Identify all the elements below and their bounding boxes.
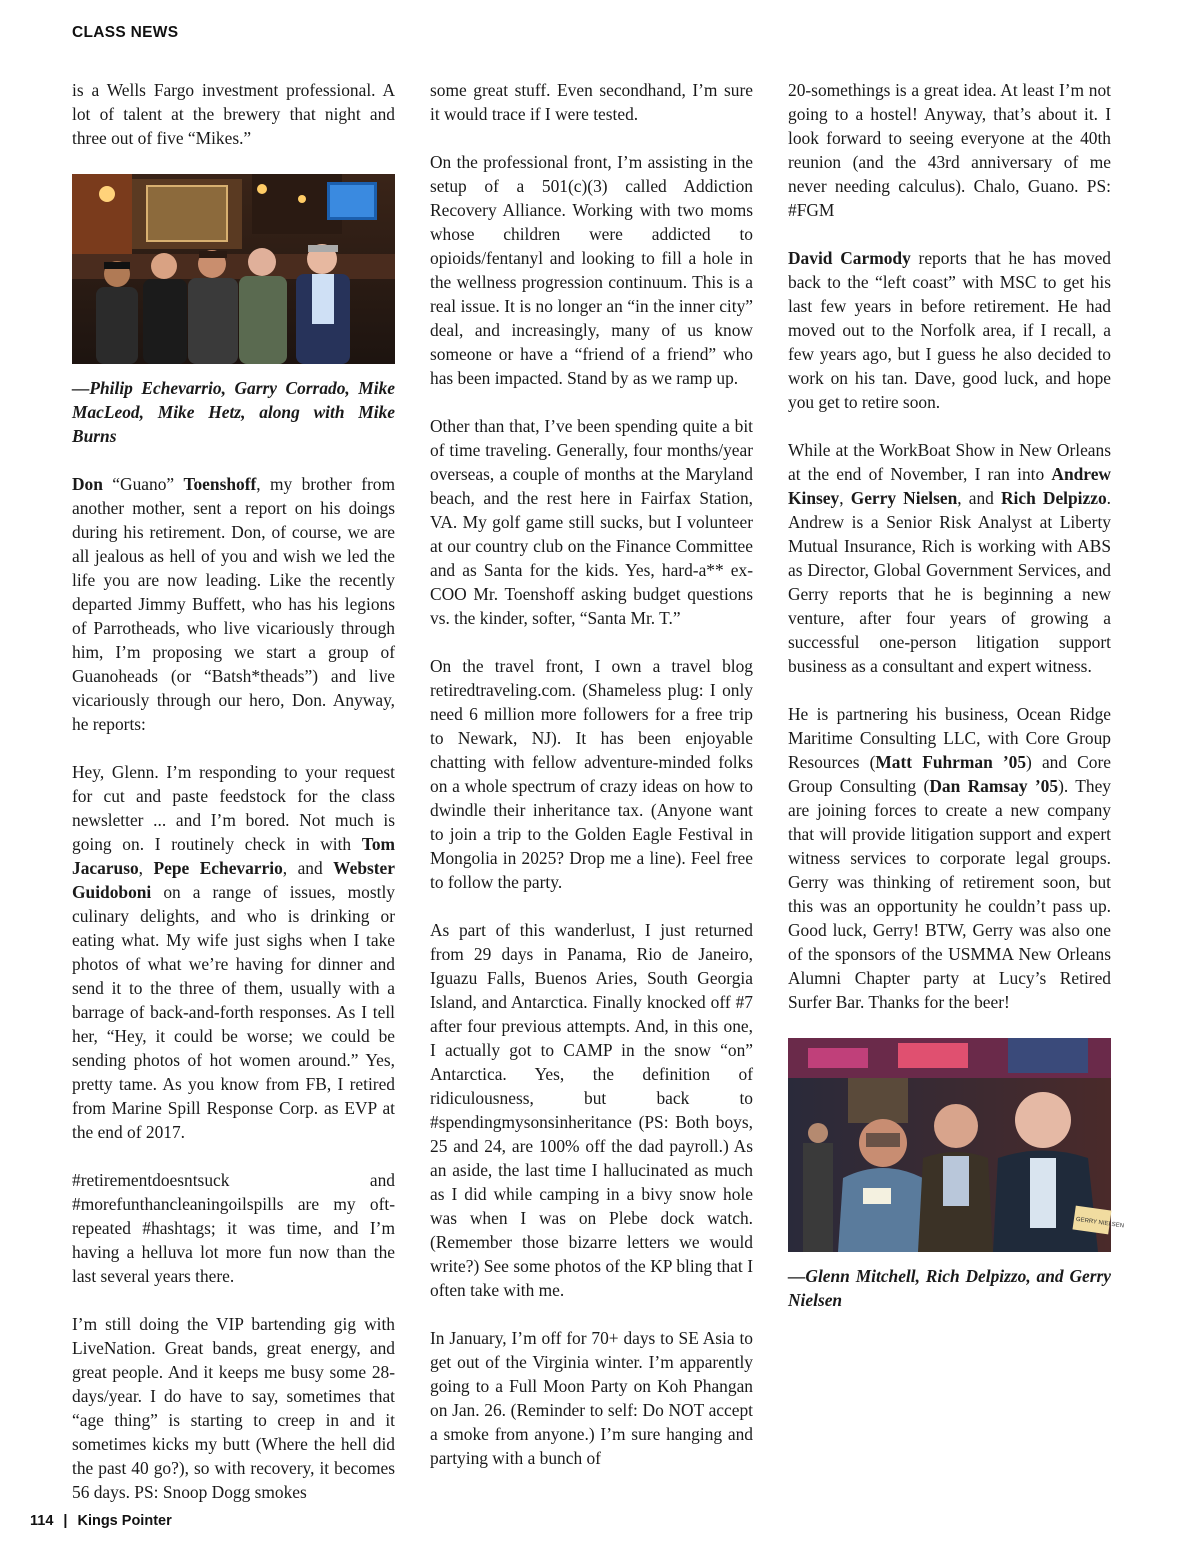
person-name: David Carmody <box>788 248 911 268</box>
footer-separator: | <box>63 1513 68 1529</box>
paragraph: 20-somethings is a great idea. At least I’m not going to a hostel! Anyway, that’s about it. I look forward to seeing everyone at the 40th reunion (and the 43rd anniversary of me never needing calculus). Chalo, Guano. PS: #FGM <box>788 80 1111 220</box>
text: , and <box>282 858 334 878</box>
paragraph: In January, I’m off for 70+ days to SE Asia to get out of the Virginia winter. I’m apparently going to a Full Moon Party on Koh Phangan on Jan. 26. (Reminder to self: Do NOT accept a smoke from anyone.) I’m sure hanging and partying with a bunch of <box>430 1328 753 1468</box>
paragraph: Other than that, I’ve been spending quite a bit of time traveling. Generally, four months/year overseas, a couple of months at the Maryland beach, and the rest here in Fairfax Station, VA. My golf game still sucks, but I volunteer at our country club on the Finance Committee and as Santa for the kids. Yes, hard-a** ex-COO Mr. Toenshoff asking budget questions vs. the kinder, softer, “Santa Mr. T.” <box>430 416 753 628</box>
person-name: Don <box>72 474 103 494</box>
publication-name: Kings Pointer <box>77 1513 172 1529</box>
text: , <box>138 858 154 878</box>
column-2 <box>430 78 753 1470</box>
person-name: Webster Guidoboni <box>72 858 395 902</box>
group-photo-surfer-bar <box>788 1038 1125 1252</box>
paragraph: I’m still doing the VIP bartending gig with LiveNation. Great bands, great energy, and great people. And it keeps me busy some 28-days/year. I do have to say, sometimes that “age thing” is starting to creep in and it sometimes kicks my butt (Where the hell did the past 40 go?), so with recovery, it becomes 56 days. PS: Snoop Dogg smokes <box>72 1314 395 1502</box>
paragraph <box>788 702 1111 1014</box>
paragraph: some great stuff. Even secondhand, I’m sure it would trace if I were tested. <box>430 80 753 124</box>
text: . Andrew is a Senior Risk Analyst at Liberty Mutual Insurance, Rich is working with ABS as Director, Global Government Services, and Gerry reports that he is beginning a new venture, after four years of growing a successful one-person litigation support business as a consultant and expert witness. <box>788 488 1112 676</box>
paragraph: On the professional front, I’m assisting in the setup of a 501(c)(3) called Addiction Recovery Alliance. Working with two moms whose children were addicted to opioids/fentanyl and looking to fill a hole in the wellness progression continuum. This is a real issue. It is no longer an “in the inner city” deal, and increasingly, many of us know someone or have a “friend of a friend” who has been impacted. Stand by as we ramp up. <box>430 152 753 388</box>
text: on a range of issues, mostly culinary delights, and who is drinking or eating what. My wife just sighs when I take photos of what we’re having for dinner and send it to the three of them, usually with a barrage of back-and-forth responses. As I tell her, “Hey, it could be worse; we could be sending photos of hot women around.” Yes, pretty tame. As you know from FB, I retired from Marine Spill Response Corp. as EVP at the end of 2017. <box>72 882 395 1142</box>
text: Hey, Glenn. I’m responding to your request for cut and paste feedstock for the class newsletter ... and I’m bored. Not much is going on. I routinely check in with <box>72 762 395 854</box>
column-1 <box>72 78 395 1504</box>
paragraph: On the travel front, I own a travel blog retiredtraveling.com. (Shameless plug: I only need 6 million more followers for a free trip to Newark, NJ). It has been enjoyable chatting with fellow adventure-minded folks on a whole spectrum of crazy ideas on how to dwindle their inheritance tax. (Anyone want to join a trip to the Golden Eagle Festival in Mongolia in 2025? Drop me a line). Feel free to follow the party. <box>430 656 753 892</box>
paragraph <box>72 472 395 736</box>
person-name: Gerry Nielsen <box>850 488 958 508</box>
page-number: 114 <box>30 1513 54 1529</box>
paragraph <box>72 760 395 1144</box>
group-photo-brewery <box>72 174 395 364</box>
paragraph <box>788 246 1111 414</box>
text: , <box>839 488 851 508</box>
paragraph <box>788 438 1111 678</box>
text: He is partnering his business, Ocean Ridge Maritime Consulting LLC, with Core Group Resources ( <box>788 704 1111 772</box>
nickname: “Guano” <box>102 474 184 494</box>
photo-caption: —Philip Echevarrio, Garry Corrado, Mike MacLeod, Mike Hetz, along with Mike Burns <box>72 378 395 446</box>
paragraph: As part of this wanderlust, I just returned from 29 days in Panama, Rio de Janeiro, Iguazu Falls, Buenos Aries, South Georgia Island, and Antarctica. Finally knocked off #7 after four previous attempts. And, in this one, I actually got to CAMP in the snow “on” Antarctica. Yes, the definition of ridiculousness, but back to #spendingmysonsinheritance (PS: Both boys, 25 and 24, are 100% off the dad payroll.) As an aside, the last time I hallucinated as much as I did while camping in a bivy snow hole was when I was on Plebe dock watch. (Remember those bizarre letters we would write?) See some photos of the KP bling that I often take with me. <box>430 920 753 1300</box>
paragraph: #retirementdoesntsuck and #morefunthancleaningoilspills are my oft-repeated #hashtags; it was time, and I’m having a helluva lot more fun now than the last several years there. <box>72 1170 395 1286</box>
page-footer <box>30 1513 172 1529</box>
text: , my brother from another mother, sent a report on his doings during his retirement. Don, of course, we are all jealous as hell of you and wish we led the life you are now leading. Like the recently departed Jimmy Buffett, who has his legions of Parrotheads, who live vicariously through him, I’m proposing we start a group of Guanoheads (or “Batsh*theads”) and live vicariously through our hero, Don. Anyway, he reports: <box>72 474 395 734</box>
text: ). They are joining forces to create a new company that will provide litigation support and expert witness services to corporate legal groups. Gerry was thinking of retirement soon, but this was an opportunity he couldn’t pass up. Good luck, Gerry! BTW, Gerry was also one of the sponsors of the USMMA New Orleans Alumni Chapter party at Lucy’s Retired Surfer Bar. Thanks for the beer! <box>788 776 1112 1012</box>
text: While at the WorkBoat Show in New Orleans at the end of November, I ran into <box>788 440 1111 484</box>
person-name: Rich Delpizzo <box>1001 488 1107 508</box>
name-tag-text: GERRY NIELSEN <box>1075 1216 1125 1230</box>
text: ) and Core Group Consulting ( <box>788 752 1111 796</box>
section-label: CLASS NEWS <box>72 24 179 41</box>
text: , and <box>957 488 1001 508</box>
column-3 <box>788 78 1125 1336</box>
text: reports that he has moved back to the “left coast” with MSC to get his last few years in before retirement. He had moved out to the Norfolk area, if I recall, a few years ago, but I guess he also decided to work on his tan. Dave, good luck, and hope you get to retire soon. <box>788 248 1111 412</box>
person-name: Matt Fuhrman ’05 <box>875 752 1027 772</box>
paragraph: is a Wells Fargo investment professional. A lot of talent at the brewery that night and three out of five “Mikes.” <box>72 80 395 148</box>
person-name: Toenshoff <box>183 474 257 494</box>
person-name: Pepe Echevarrio <box>153 858 283 878</box>
person-name: Tom Jacaruso <box>72 834 395 878</box>
person-name: Andrew Kinsey <box>788 464 1111 508</box>
photo-caption: —Glenn Mitchell, Rich Delpizzo, and Gerry Nielsen <box>788 1266 1111 1310</box>
person-name: Dan Ramsay ’05 <box>929 776 1059 796</box>
